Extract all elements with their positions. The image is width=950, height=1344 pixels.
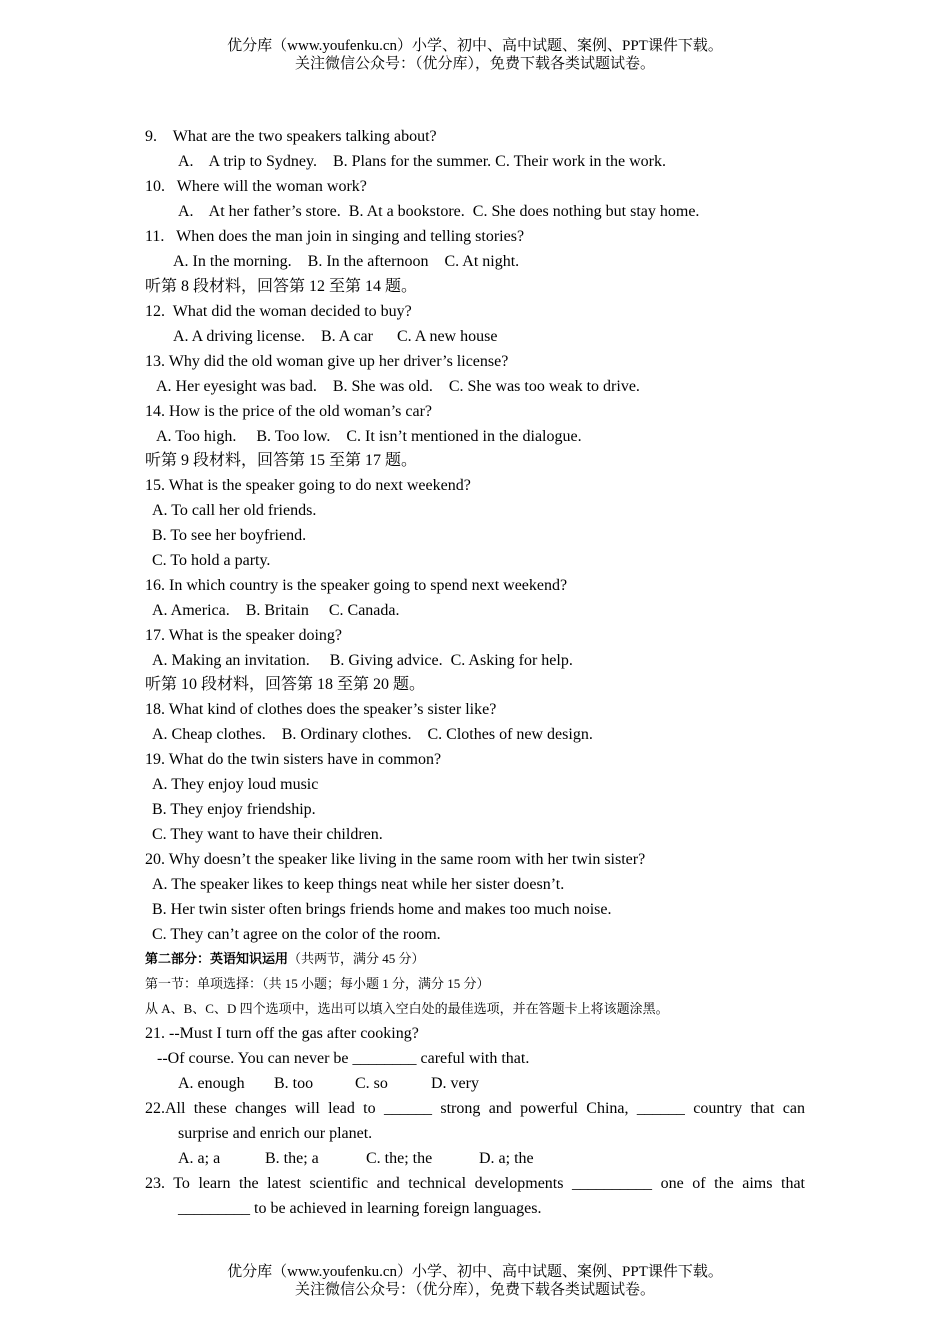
q19-stem: 19. What do the twin sisters have in common? xyxy=(145,751,442,768)
q21-line-2: --Of course. You can never be ________ careful with that. xyxy=(157,1050,530,1067)
q16-stem: 16. In which country is the speaker going to spend next weekend? xyxy=(145,577,568,594)
q15-stem: 15. What is the speaker going to do next weekend? xyxy=(145,477,471,494)
q11-options: A. In the morning. B. In the afternoon C. At night. xyxy=(173,253,520,270)
section-8-instruction: 听第 8 段材料，回答第 12 至第 14 题。 xyxy=(145,278,418,295)
q13-stem: 13. Why did the old woman give up her driver’s license? xyxy=(145,353,509,370)
q16-options: A. America. B. Britain C. Canada. xyxy=(152,602,400,619)
part-2-score: （共两节，满分 45 分） xyxy=(288,951,425,966)
q23-line-1: 23. To learn the latest scientific and technical developments __________ one of the aims that xyxy=(145,1175,805,1192)
q10-options: A. At her father’s store. B. At a bookstore. C. She does nothing but stay home. xyxy=(178,203,700,220)
footer-line-1: 优分库（www.youfenku.cn）小学、初中、高中试题、案例、PPT课件下载。 xyxy=(227,1264,723,1280)
q20-option-b: B. Her twin sister often brings friends home and makes too much noise. xyxy=(152,901,612,918)
section-1-heading: 第一节：单项选择：（共 15 小题；每小题 1 分，满分 15 分） xyxy=(145,976,490,991)
q21-option-c: C. so xyxy=(355,1075,388,1092)
q17-stem: 17. What is the speaker doing? xyxy=(145,627,342,644)
q19-option-a: A. They enjoy loud music xyxy=(152,776,319,793)
q13-options: A. Her eyesight was bad. B. She was old. C. She was too weak to drive. xyxy=(156,378,640,395)
q22-option-d: D. a; the xyxy=(479,1150,534,1167)
q20-stem: 20. Why doesn’t the speaker like living in the same room with her twin sister? xyxy=(145,851,646,868)
q15-option-b: B. To see her boyfriend. xyxy=(152,527,307,544)
q23-line-2: _________ to be achieved in learning foreign languages. xyxy=(178,1200,542,1217)
q12-options: A. A driving license. B. A car C. A new house xyxy=(173,328,498,345)
q14-options: A. Too high. B. Too low. C. It isn’t mentioned in the dialogue. xyxy=(156,428,582,445)
section-1-instruction: 从 A、B、C、D 四个选项中，选出可以填入空白处的最佳选项，并在答题卡上将该题涂黑。 xyxy=(145,1001,669,1016)
part-2-title: 第二部分：英语知识运用 xyxy=(145,951,289,966)
q21-options xyxy=(178,1074,479,1094)
q14-stem: 14. How is the price of the old woman’s car? xyxy=(145,403,433,420)
q22-option-a: A. a; a xyxy=(178,1150,221,1167)
q22-line-1: 22.All these changes will lead to ______ strong and powerful China, ______ country that can xyxy=(145,1100,805,1117)
q21-option-d: D. very xyxy=(431,1075,479,1092)
part-2-heading xyxy=(145,949,425,969)
q17-options: A. Making an invitation. B. Giving advice. C. Asking for help. xyxy=(152,652,573,669)
page-header xyxy=(0,37,950,73)
q21-option-b: B. too xyxy=(274,1075,314,1092)
q22-options xyxy=(178,1149,534,1169)
q11-stem: 11. When does the man join in singing and telling stories? xyxy=(145,228,525,245)
page-footer xyxy=(0,1263,950,1299)
q21-stem: 21. --Must I turn off the gas after cooking? xyxy=(145,1025,419,1042)
header-line-1: 优分库（www.youfenku.cn）小学、初中、高中试题、案例、PPT课件下载。 xyxy=(227,38,723,54)
q12-stem: 12. What did the woman decided to buy? xyxy=(145,303,412,320)
footer-line-2: 关注微信公众号：（优分库），免费下载各类试题试卷。 xyxy=(294,1282,655,1298)
q10-stem: 10. Where will the woman work? xyxy=(145,178,367,195)
q20-option-c: C. They can’t agree on the color of the room. xyxy=(152,926,441,943)
q15-option-c: C. To hold a party. xyxy=(152,552,271,569)
q22-option-c: C. the; the xyxy=(366,1150,433,1167)
q22-line-2: surprise and enrich our planet. xyxy=(178,1125,373,1142)
q20-option-a: A. The speaker likes to keep things neat while her sister doesn’t. xyxy=(152,876,565,893)
q18-options: A. Cheap clothes. B. Ordinary clothes. C. Clothes of new design. xyxy=(152,726,593,743)
section-9-instruction: 听第 9 段材料，回答第 15 至第 17 题。 xyxy=(145,452,418,469)
section-10-instruction: 听第 10 段材料，回答第 18 至第 20 题。 xyxy=(145,676,426,693)
q19-option-b: B. They enjoy friendship. xyxy=(152,801,316,818)
q15-option-a: A. To call her old friends. xyxy=(152,502,317,519)
q9-options: A. A trip to Sydney. B. Plans for the summer. C. Their work in the work. xyxy=(178,153,666,170)
header-line-2: 关注微信公众号：（优分库），免费下载各类试题试卷。 xyxy=(294,56,655,72)
q9-stem: 9. What are the two speakers talking about? xyxy=(145,128,437,145)
q21-option-a: A. enough xyxy=(178,1075,245,1092)
q22-option-b: B. the; a xyxy=(265,1150,319,1167)
q18-stem: 18. What kind of clothes does the speaker’s sister like? xyxy=(145,701,497,718)
q19-option-c: C. They want to have their children. xyxy=(152,826,383,843)
